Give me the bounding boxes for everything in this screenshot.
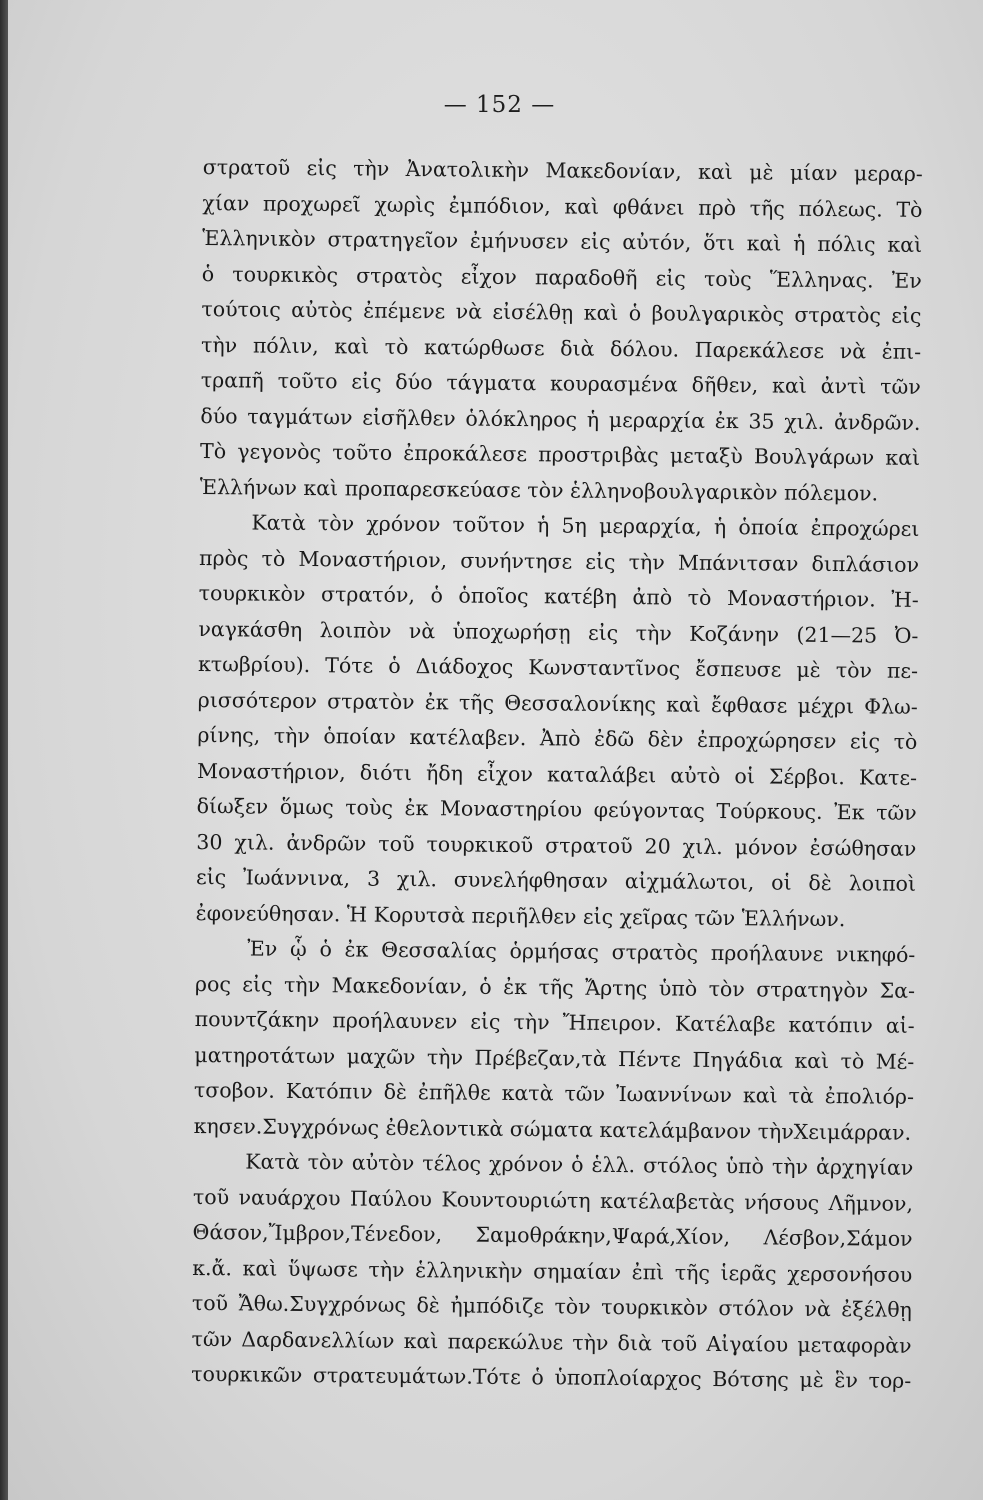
- text-line: ρισσότερον στρατὸν ἐκ τῆς Θεσσαλονίκης καὶ ἔφθασε μέχρι Φλω-: [197, 687, 918, 719]
- text-line: τοῦ Ἄθω.Συγχρόνως δὲ ἠμπόδιζε τὸν τουρκικὸν στόλον νὰ ἐξέλθῃ: [191, 1290, 913, 1322]
- text-line: Τὸ γεγονὸς τοῦτο ἐπροκάλεσε προστριβὰς μεταξὺ Βουλγάρων καὶ: [199, 438, 921, 470]
- text-line: πουντζάκην προήλαυνεν εἰς τὴν Ἤπειρον. Κατέλαβε κατόπιν αἱ-: [194, 1006, 915, 1038]
- text-line: τουρκικῶν στρατευμάτων.Τότε ὁ ὑποπλοίαρχος Βότσης μὲ ἓν τορ-: [191, 1361, 912, 1393]
- text-line: ρίνης, τὴν ὁποίαν κατέλαβεν. Ἀπὸ ἐδῶ δὲν ἐπροχώρησεν εἰς τὸ: [197, 722, 918, 754]
- text-line: δίωξεν ὅμως τοὺς ἐκ Μοναστηρίου φεύγοντας Τούρκους. Ἐκ τῶν: [196, 793, 917, 825]
- text-line: ὁ τουρκικὸς στρατὸς εἶχον παραδοθῆ εἰς τοὺς Ἕλληνας. Ἐν: [201, 261, 922, 293]
- text-line: Ἑλληνικὸν στρατηγεῖον ἐμήνυσεν εἰς αὐτόν, ὅτι καὶ ἡ πόλις καὶ: [202, 225, 923, 257]
- text-line: τραπῆ τοῦτο εἰς δύο τάγματα κουρασμένα δῆθεν, καὶ ἀντὶ τῶν: [200, 367, 921, 399]
- text-line: κ.ἄ. καὶ ὕψωσε τὴν ἑλληνικὴν σημαίαν ἐπὶ τῆς ἱερᾶς χερσονήσου: [192, 1255, 913, 1287]
- page-number: — 152 —: [443, 92, 556, 118]
- text-line: Θάσον,Ἴμβρον,Τένεδον, Σαμοθράκην,Ψαρά,Χίον, Λέσβον,Σάμον: [192, 1219, 913, 1251]
- text-line: Ἑλλήνων καὶ προπαρεσκεύασε τὸν ἑλληνοβουλγαρικὸν πόλεμον.: [199, 474, 879, 505]
- text-line: εἰς Ἰωάννινα, 3 χιλ. συνελήφθησαν αἰχμάλωτοι, οἱ δὲ λοιποὶ: [195, 864, 917, 896]
- text-line: ναγκάσθη λοιπὸν νὰ ὑποχωρήσῃ εἰς τὴν Κοζάνην (21—25 Ὀ-: [198, 616, 919, 648]
- text-line: ἐφονεύθησαν. Ἡ Κορυτσὰ περιῆλθεν εἰς χεῖρας τῶν Ἑλλήνων.: [195, 900, 846, 931]
- text-line: τσοβον. Κατόπιν δὲ ἐπῆλθε κατὰ τῶν Ἰωαννίνων καὶ τὰ ἐπολιόρ-: [193, 1077, 915, 1109]
- text-line: τουρκικὸν στρατόν, ὁ ὁποῖος κατέβη ἀπὸ τὸ Μοναστήριον. Ἠ-: [198, 580, 919, 612]
- text-line: κησεν.Συγχρόνως ἐθελοντικὰ σώματα κατελάμβανον τὴνΧειμάρραν.: [193, 1113, 912, 1145]
- text-line: Ἐν ᾧ ὁ ἐκ Θεσσαλίας ὁρμήσας στρατὸς προήλαυνε νικηφό-: [247, 936, 916, 967]
- text-line: τὴν πόλιν, καὶ τὸ κατώρθωσε διὰ δόλου. Παρεκάλεσε νὰ ἐπι-: [201, 332, 922, 364]
- text-line: κτωβρίου). Τότε ὁ Διάδοχος Κωνσταντῖνος ἔσπευσε μὲ τὸν πε-: [197, 651, 919, 683]
- text-line: πρὸς τὸ Μοναστήριον, συνήντησε εἰς τὴν Μπάνιτσαν διπλάσιον: [198, 545, 920, 577]
- text-line: χίαν προχωρεῖ χωρὶς ἐμπόδιον, καὶ φθάνει πρὸ τῆς πόλεως. Τὸ: [202, 190, 923, 222]
- scanned-page: [8, 0, 983, 1500]
- text-line: τοῦ ναυάρχου Παύλου Κουντουριώτη κατέλαβετὰς νήσους Λῆμνον,: [192, 1184, 914, 1216]
- text-line: Κατὰ τὸν χρόνον τοῦτον ἡ 5η μεραρχία, ἡ ὁποία ἐπροχώρει: [251, 510, 920, 541]
- text-line: τούτοις αὐτὸς ἐπέμενε νὰ εἰσέλθῃ καὶ ὁ βουλγαρικὸς στρατὸς εἰς: [201, 296, 922, 328]
- text-line: Κατὰ τὸν αὐτὸν τέλος χρόνον ὁ ἑλλ. στόλος ὑπὸ τὴν ἀρχηγίαν: [245, 1149, 914, 1180]
- text-line: 30 χιλ. ἀνδρῶν τοῦ τουρκικοῦ στρατοῦ 20 χιλ. μόνον ἐσώθησαν: [196, 829, 917, 861]
- text-line: ματηροτάτων μαχῶν τὴν Πρέβεζαν,τὰ Πέντε Πηγάδια καὶ τὸ Μέ-: [194, 1042, 915, 1074]
- body-text: [191, 150, 923, 1399]
- page-edge-shadow: [0, 0, 8, 1500]
- text-line: στρατοῦ εἰς τὴν Ἀνατολικὴν Μακεδονίαν, καὶ μὲ μίαν μεραρ-: [202, 154, 923, 186]
- text-line: Μοναστήριον, διότι ἤδη εἶχον καταλάβει αὐτὸ οἱ Σέρβοι. Κατε-: [196, 758, 918, 790]
- text-line: δύο ταγμάτων εἰσῆλθεν ὁλόκληρος ἡ μεραρχία ἐκ 35 χιλ. ἀνδρῶν.: [200, 403, 921, 435]
- text-line: ρος εἰς τὴν Μακεδονίαν, ὁ ἐκ τῆς Ἄρτης ὑπὸ τὸν στρατηγὸν Σα-: [194, 971, 916, 1003]
- text-line: τῶν Δαρδανελλίων καὶ παρεκώλυε τὴν διὰ τοῦ Αἰγαίου μεταφορὰν: [191, 1326, 912, 1358]
